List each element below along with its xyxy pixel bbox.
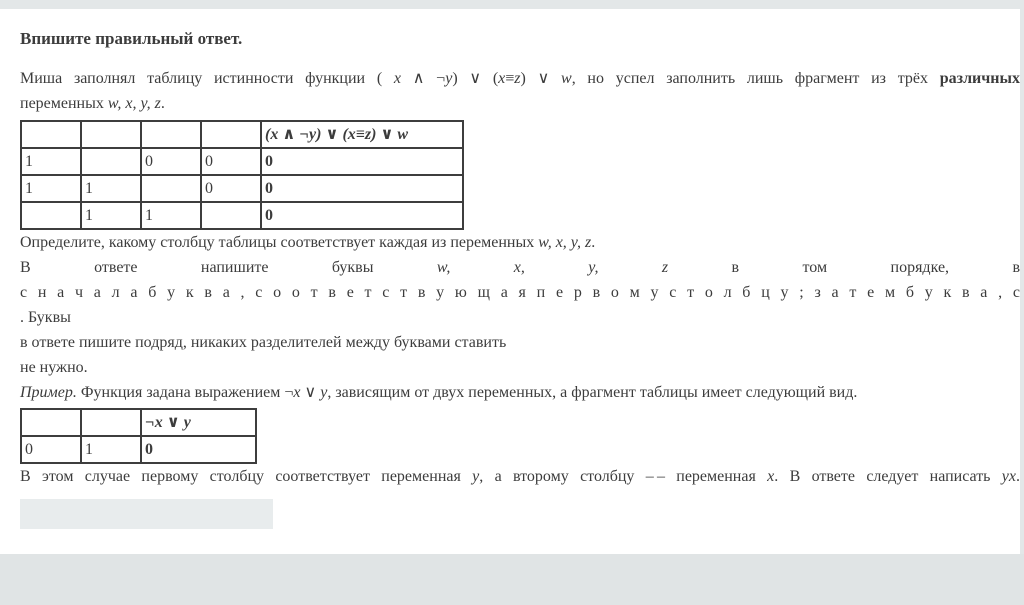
truth-cell xyxy=(201,121,261,148)
right-edge-bar xyxy=(1020,0,1024,554)
truth-cell xyxy=(141,175,201,202)
instruction-bukvy: . Буквы xyxy=(20,309,71,326)
footer-bar xyxy=(0,554,1024,605)
truth-cell xyxy=(81,121,141,148)
example-truth-table xyxy=(20,408,257,464)
instruction-otvet: В ответе напишите буквы w, x, y, z в том порядке, в xyxy=(20,259,1021,276)
table-header-row xyxy=(21,409,256,436)
vars-wxyz: w, x, y, z xyxy=(436,259,669,276)
var-x: x xyxy=(498,70,506,87)
var-x: x xyxy=(767,468,775,485)
answer-example-yx: yx xyxy=(1001,468,1016,485)
result-cell: 0 xyxy=(261,175,463,202)
table-header-row xyxy=(21,121,463,148)
table-row xyxy=(21,436,256,463)
truth-cell: 0 xyxy=(201,175,261,202)
truth-cell: 1 xyxy=(81,175,141,202)
truth-cell: 1 xyxy=(81,436,141,463)
var-y: y xyxy=(445,70,453,87)
answer-input[interactable] xyxy=(20,499,273,529)
var-w: w xyxy=(561,70,572,87)
result-cell: 0 xyxy=(261,202,463,229)
truth-cell: 1 xyxy=(141,202,201,229)
example-sentence: Пример. Функция задана выражением ¬x ∨ y, зависящим от двух переменных, а фрагмент таблицы имеет следующий вид. xyxy=(20,384,858,401)
truth-cell xyxy=(81,148,141,175)
truth-cell xyxy=(81,409,141,436)
truth-cell: 0 xyxy=(201,148,261,175)
result-cell: 0 xyxy=(141,436,256,463)
truth-cell: 1 xyxy=(21,148,81,175)
truth-cell xyxy=(21,409,81,436)
example-formula-cell: ¬x ∨ y xyxy=(141,409,256,436)
main-truth-table xyxy=(20,120,464,230)
instruction-podryad: в ответе пишите подряд, никаких разделителей между буквами ставить xyxy=(20,334,507,351)
vars-wxyz: w, x, y, z xyxy=(107,95,161,112)
problem-statement-line2: переменных w, x, y, z. xyxy=(20,95,165,112)
truth-cell xyxy=(141,121,201,148)
problem-statement-line1: Миша заполнял таблицу истинности функции ( x ∧ ¬y) ∨ (x≡z) ∨ w, но успел заполнить лишь фрагмент из трёх различных xyxy=(20,70,1021,87)
truth-cell xyxy=(21,121,81,148)
truth-cell xyxy=(201,202,261,229)
vars-wxyz: w, x, y, z xyxy=(538,234,592,251)
table-row xyxy=(21,148,463,175)
truth-cell: 1 xyxy=(21,175,81,202)
truth-cell: 0 xyxy=(141,148,201,175)
truth-cell: 1 xyxy=(81,202,141,229)
instruction-spaced-line: с н а ч а л а б у к в а , с о о т в е т с т в у ю щ а я п е р в о м у с т о л б ц у ; з а т е м б у к в а , с xyxy=(20,284,1020,301)
table-row xyxy=(21,202,463,229)
emphasis-razlichnyh: различных xyxy=(939,70,1021,87)
example-explanation: В этом случае первому столбцу соответствует переменная y, а второму столбцу – – переменная x. В ответе следует написать yx. xyxy=(20,468,1020,485)
instruction-nenuzhno: не нужно. xyxy=(20,359,88,376)
var-y: y xyxy=(472,468,480,485)
page-title: Впишите правильный ответ. xyxy=(20,29,243,48)
top-frame-bar xyxy=(0,0,1024,9)
primer-label: Пример. xyxy=(20,384,77,401)
var-y: y xyxy=(320,384,328,401)
var-x: x xyxy=(393,70,402,87)
function-formula-cell: (x ∧ ¬y) ∨ (x≡z) ∨ w xyxy=(261,121,463,148)
truth-cell xyxy=(21,202,81,229)
var-z: z xyxy=(514,70,521,87)
question-content xyxy=(20,9,1020,529)
var-x: x xyxy=(293,384,301,401)
truth-cell: 0 xyxy=(21,436,81,463)
result-cell: 0 xyxy=(261,148,463,175)
instruction-opredelite: Определите, какому столбцу таблицы соответствует каждая из переменных w, x, y, z. xyxy=(20,234,596,251)
table-row xyxy=(21,175,463,202)
